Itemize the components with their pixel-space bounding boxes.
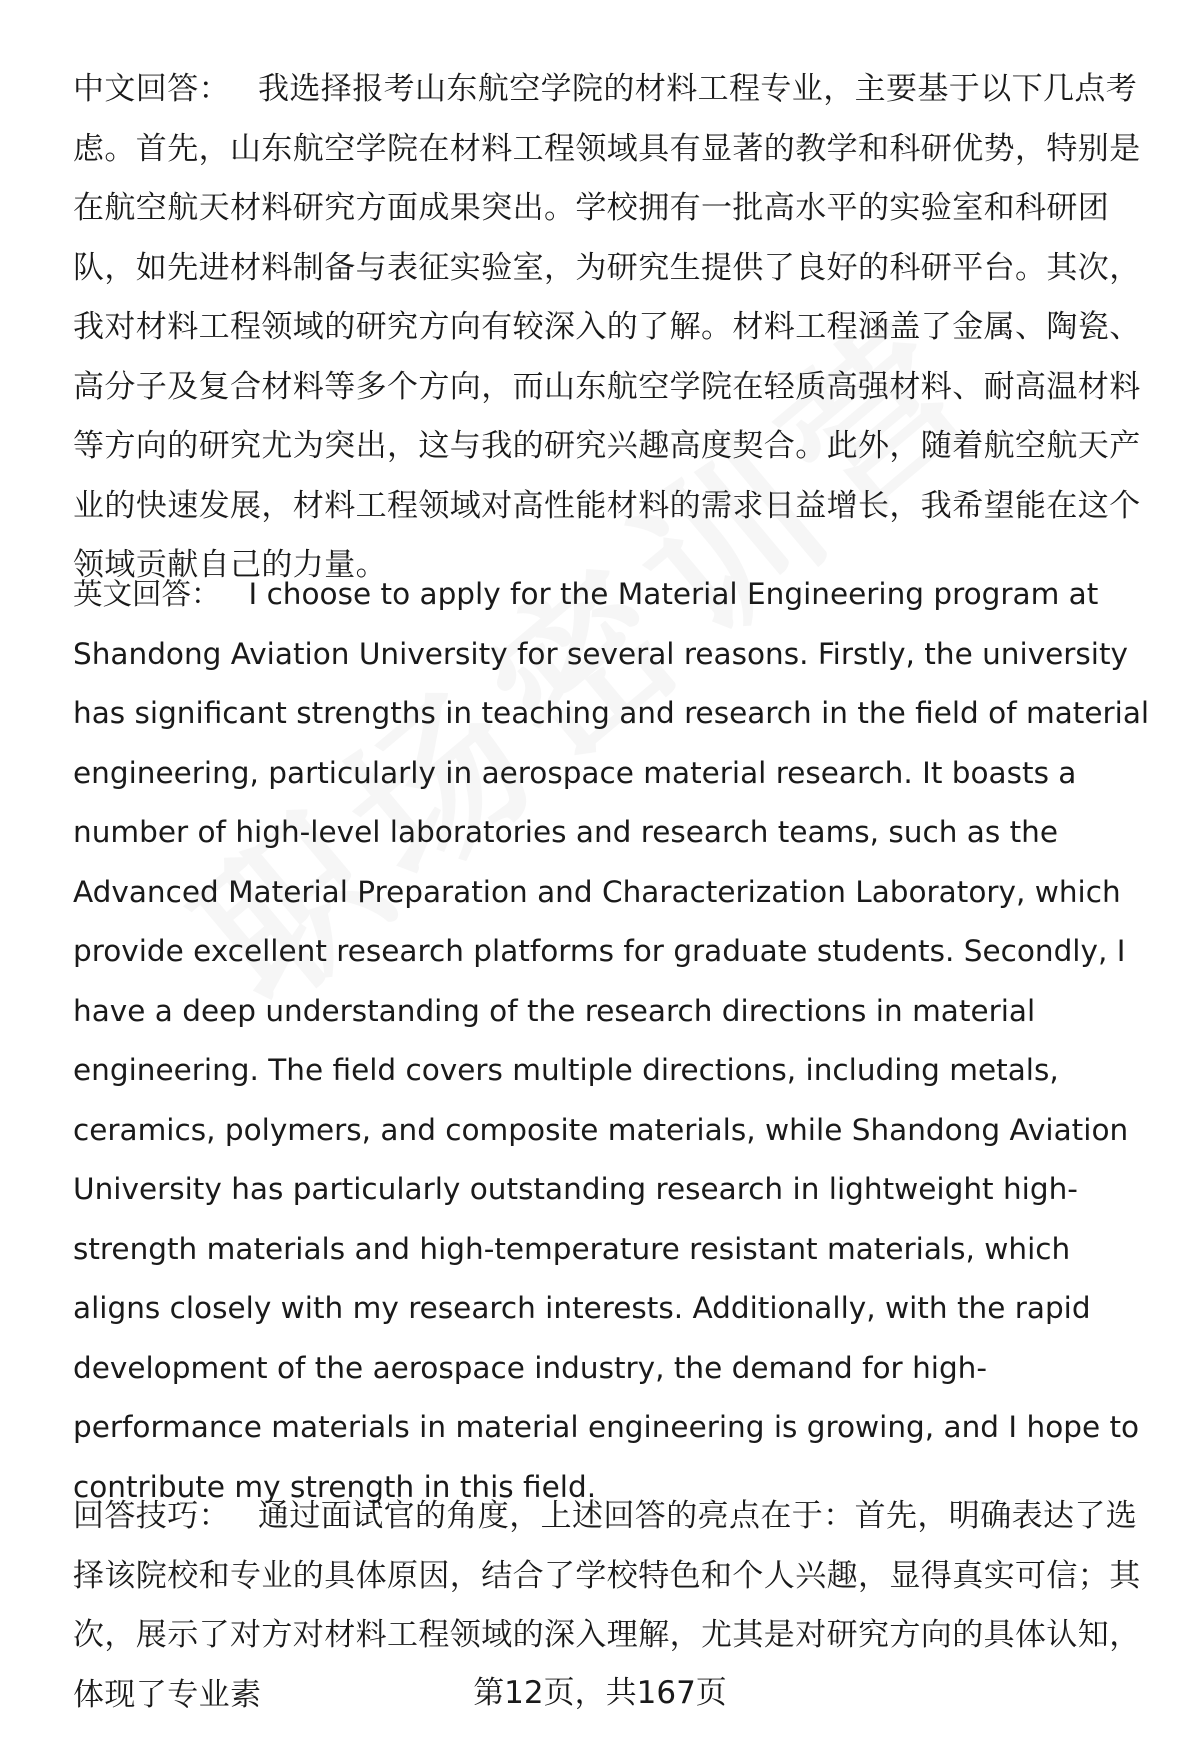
chinese-answer-text: 我选择报考山东航空学院的材料工程专业，主要基于以下几点考虑。首先，山东航空学院在材料工程领域具有显著的教学和科研优势，特别是在航空航天材料研究方面成果突出。学校拥有一批高水平的实验室和科研团队，如先进材料制备与表征实验室，为研究生提供了良好的科研平台。其次，我对材料工程领域的研究方向有较深入的了解。材料工程涵盖了金属、陶瓷、高分子及复合材料等多个方向，而山东航空学院在轻质高强材料、耐高温材料等方向的研究尤为突出，这与我的研究兴趣高度契合。此外，随着航空航天产业的快速发展，材料工程领域对高性能材料的需求日益增长，我希望能在这个领域贡献自己的力量。 [73,71,1141,583]
english-answer-paragraph [73,565,1153,1517]
chinese-answer-label: 中文回答： [73,71,230,107]
page-number: 第12页，共167页 [473,1675,727,1711]
chinese-answer-paragraph [73,60,1153,596]
english-answer-text: I choose to apply for the Material Engineering program at Shandong Aviation University for several reasons. Firstly, the university has significant strengths in teaching and research in the field of material engineering, particularly in aerospace material research. It boasts a number of high-level laboratories and research teams, such as the Advanced Material Preparation and Characterization Laboratory, which provide excellent research platforms for graduate students. Secondly, I have a deep understanding of the research directions in material engineering. The field covers multiple directions, including metals, ceramics, polymers, and composite materials, while Shandong Aviation University has particularly outstanding research in lightweight high-strength materials and high-temperature resistant materials, which aligns closely with my research interests. Additionally, with the rapid development of the aerospace industry, the demand for high-performance materials in material engineering is growing, and I hope to contribute my strength in this field. [73,577,1150,1504]
answer-tips-label: 回答技巧： [73,1498,230,1534]
english-answer-label: 英文回答： [73,577,221,611]
answer-tips-text: 通过面试官的角度，上述回答的亮点在于：首先，明确表达了选择该院校和专业的具体原因，结合了学校特色和个人兴趣，显得真实可信；其次，展示了对方对材料工程领域的深入理解，尤其是对研究方向的具体认知，体现了专业素 [73,1498,1141,1713]
